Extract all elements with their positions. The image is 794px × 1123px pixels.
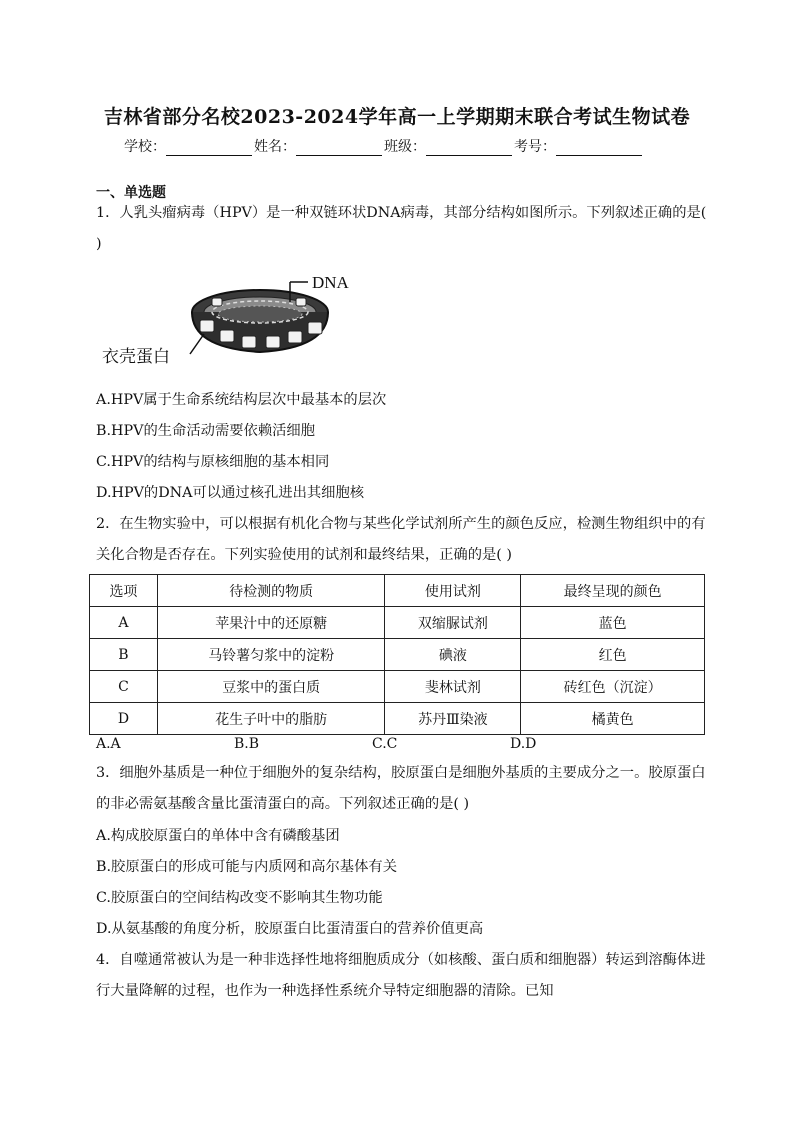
- q3-option-d[interactable]: D.从氨基酸的角度分析，胶原蛋白比蛋清蛋白的营养价值更高: [96, 921, 484, 937]
- reagent-table: [89, 574, 705, 735]
- school-blank[interactable]: [166, 142, 252, 156]
- table-cell: 苏丹Ⅲ染液: [385, 703, 521, 735]
- name-label: 姓名：: [254, 139, 296, 155]
- exam-number-blank[interactable]: [556, 142, 642, 156]
- table-cell: 豆浆中的蛋白质: [157, 671, 385, 703]
- table-cell: 花生子叶中的脂肪: [157, 703, 385, 735]
- q3-option-c[interactable]: C.胶原蛋白的空间结构改变不影响其生物功能: [96, 890, 383, 906]
- hpv-structure-figure: [100, 268, 370, 376]
- section-heading: 一、单选题: [96, 185, 166, 201]
- q3-option-b[interactable]: B.胶原蛋白的形成可能与内质网和高尔基体有关: [96, 859, 397, 875]
- table-row: [90, 703, 705, 735]
- table-cell: D: [90, 703, 158, 735]
- name-blank[interactable]: [296, 142, 382, 156]
- q1-option-a[interactable]: A.HPV属于生命系统结构层次中最基本的层次: [96, 392, 387, 408]
- table-cell: 蓝色: [521, 607, 705, 639]
- table-cell: 斐林试剂: [385, 671, 521, 703]
- table-cell: B: [90, 639, 158, 671]
- question-2-stem: 2．在生物实验中，可以根据有机化合物与某些化学试剂所产生的颜色反应，检测生物组织中的有关化合物是否存在。下列实验使用的试剂和最终结果，正确的是( ): [96, 516, 706, 563]
- dna-label: DNA: [312, 273, 349, 292]
- table-row: [90, 671, 705, 703]
- q1-option-d[interactable]: D.HPV的DNA可以通过核孔进出其细胞核: [96, 485, 365, 501]
- student-info-line: [124, 136, 684, 156]
- q1-option-b[interactable]: B.HPV的生命活动需要依赖活细胞: [96, 423, 316, 439]
- q2-option-b[interactable]: B.B: [234, 736, 260, 752]
- question-1-stem: 1．人乳头瘤病毒（HPV）是一种双链环状DNA病毒，其部分结构如图所示。下列叙述正确的是( ): [96, 205, 707, 252]
- table-header: 使用试剂: [385, 575, 521, 607]
- q2-option-a[interactable]: A.A: [96, 736, 121, 752]
- q2-answer-options: [96, 736, 648, 752]
- table-cell: 苹果汁中的还原糖: [157, 607, 385, 639]
- question-4-stem: 4．自噬通常被认为是一种非选择性地将细胞质成分（如核酸、蛋白质和细胞器）转运到溶酶体进行大量降解的过程，也作为一种选择性系统介导特定细胞器的清除。已知: [96, 952, 706, 999]
- q1-option-c[interactable]: C.HPV的结构与原核细胞的基本相同: [96, 454, 330, 470]
- class-label: 班级：: [384, 139, 426, 155]
- table-row: [90, 607, 705, 639]
- table-header: 待检测的物质: [157, 575, 385, 607]
- table-cell: A: [90, 607, 158, 639]
- question-3-stem: 3．细胞外基质是一种位于细胞外的复杂结构，胶原蛋白是细胞外基质的主要成分之一。胶原蛋白的非必需氨基酸含量比蛋清蛋白的高。下列叙述正确的是( ): [96, 765, 706, 812]
- q2-option-d[interactable]: D.D: [510, 736, 537, 752]
- q2-option-c[interactable]: C.C: [372, 736, 398, 752]
- table-cell: 碘液: [385, 639, 521, 671]
- table-cell: C: [90, 671, 158, 703]
- table-header: 最终呈现的颜色: [521, 575, 705, 607]
- school-label: 学校：: [124, 139, 166, 155]
- exam-title: 吉林省部分名校2023-2024学年高一上学期期末联合考试生物试卷: [103, 106, 691, 128]
- exam-number-label: 考号：: [514, 139, 556, 155]
- q3-option-a[interactable]: A.构成胶原蛋白的单体中含有磷酸基团: [96, 828, 340, 844]
- table-cell: 红色: [521, 639, 705, 671]
- table-cell: 橘黄色: [521, 703, 705, 735]
- table-header: 选项: [90, 575, 158, 607]
- table-cell: 马铃薯匀浆中的淀粉: [157, 639, 385, 671]
- table-row: [90, 639, 705, 671]
- table-cell: 砖红色（沉淀）: [521, 671, 705, 703]
- table-cell: 双缩脲试剂: [385, 607, 521, 639]
- capsid-protein-label: 衣壳蛋白: [102, 347, 170, 367]
- table-header-row: [90, 575, 705, 607]
- class-blank[interactable]: [426, 142, 512, 156]
